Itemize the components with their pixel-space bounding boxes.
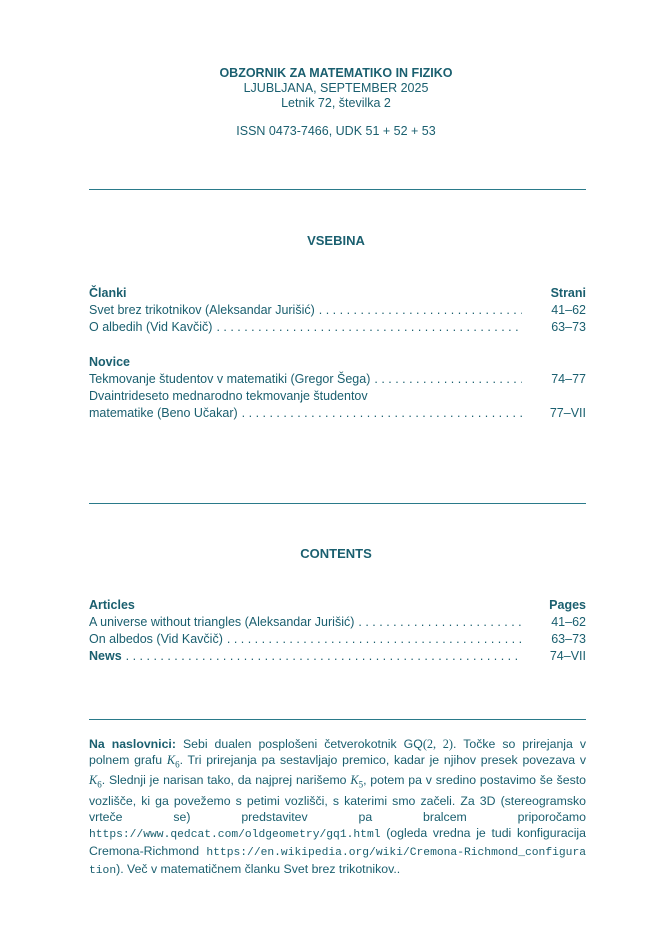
toc-entry[interactable] [89, 371, 586, 388]
toc-entry[interactable] [89, 614, 586, 631]
math-expression: (2, 2) [422, 737, 454, 751]
vsebina-heading: VSEBINA [307, 233, 365, 248]
cover-text: . Točke so prirejanja v polnem grafu [89, 737, 587, 767]
divider [89, 503, 586, 504]
toc-entry[interactable] [89, 302, 586, 319]
toc-entry[interactable] [89, 388, 586, 422]
toc-entry[interactable] [89, 631, 586, 648]
leader-dots [242, 405, 522, 422]
contents-heading: CONTENTS [300, 546, 372, 561]
cover-text: (ogleda vredna je tudi konfiguracija Cremona-Richmond [89, 825, 586, 858]
pages-label: Pages [549, 598, 586, 612]
leader-dots [126, 648, 522, 665]
journal-title: OBZORNIK ZA MATEMATIKO IN FIZIKO [219, 66, 453, 80]
section-label: Novice [89, 355, 130, 369]
cover-text: . Tri prirejanja pa sestavljajo premico, kadar je njihov presek povezava v [179, 753, 587, 767]
entry-title-line: Dvaintrideseto mednarodno tekmovanje študentov [89, 389, 368, 403]
cover-text: ). Več v matematičnem članku Svet brez trikotnikov.. [116, 861, 401, 876]
entry-pages: 74–VII [549, 649, 586, 663]
vsebina-toc [89, 285, 586, 422]
cover-text: . Slednji je narisan tako, da najprej narišemo [101, 773, 351, 788]
entry-title: Svet brez trikotnikov (Aleksandar Jurišić) [89, 303, 315, 317]
cover-text: , potem pa v sredino postavimo še šesto vozlišče, ki ga povežemo s petimi vozlišči, s katerimi smo začeli. Za 3D (stereogramsko vrteče se) predstavitev pa bralcem priporočamo [89, 773, 586, 824]
entry-title: On albedos (Vid Kavčič) [89, 632, 223, 646]
math-subscript: 6 [97, 779, 102, 790]
url-link[interactable]: https://www.qedcat.com/oldgeometry/gq1.html [89, 828, 381, 841]
leader-dots [319, 302, 522, 319]
pages-label: Strani [550, 286, 586, 300]
entry-title-line: matematike (Beno Učakar) [89, 406, 238, 420]
cover-text: Sebi dualen posplošeni četverokotnik GQ [175, 737, 423, 751]
url-link[interactable]: https://en.wikipedia.org/wiki/Cremona-Richmond_configuration [89, 846, 586, 877]
leader-dots [374, 371, 522, 388]
math-expression: K [89, 773, 98, 788]
entry-title: News [89, 649, 122, 663]
cover-description [89, 736, 586, 879]
entry-pages: 63–73 [551, 632, 586, 646]
entry-pages: 63–73 [551, 320, 586, 334]
divider [89, 719, 586, 720]
journal-header [0, 66, 672, 139]
news-header [89, 354, 586, 371]
cover-label: Na naslovnici: [89, 737, 176, 751]
entry-pages: 74–77 [551, 372, 586, 386]
leader-dots [358, 614, 522, 631]
math-expression: K [350, 773, 359, 788]
entry-pages: 77–VII [549, 406, 586, 420]
section-label: Articles [89, 598, 135, 612]
math-expression: K [166, 753, 176, 767]
entry-pages: 41–62 [551, 615, 586, 629]
volume-number: Letnik 72, številka 2 [281, 96, 391, 110]
articles-header [89, 597, 586, 614]
section-label: Članki [89, 286, 127, 300]
math-subscript: 5 [358, 779, 364, 790]
divider [89, 189, 586, 190]
entry-title: Tekmovanje študentov v matematiki (Gregor Šega) [89, 372, 371, 386]
leader-dots [227, 631, 522, 648]
entry-title: A universe without triangles (Aleksandar Jurišić) [89, 615, 355, 629]
articles-header [89, 285, 586, 302]
entry-title: O albedih (Vid Kavčič) [89, 320, 213, 334]
toc-entry[interactable] [89, 648, 586, 665]
contents-toc [89, 597, 586, 665]
place-date: LJUBLJANA, SEPTEMBER 2025 [243, 81, 429, 95]
toc-entry[interactable] [89, 319, 586, 336]
entry-pages: 41–62 [551, 303, 586, 317]
math-subscript: 6 [175, 759, 180, 770]
issn-line: ISSN 0473-7466, UDK 51 + 52 + 53 [236, 124, 436, 138]
leader-dots [216, 319, 522, 336]
